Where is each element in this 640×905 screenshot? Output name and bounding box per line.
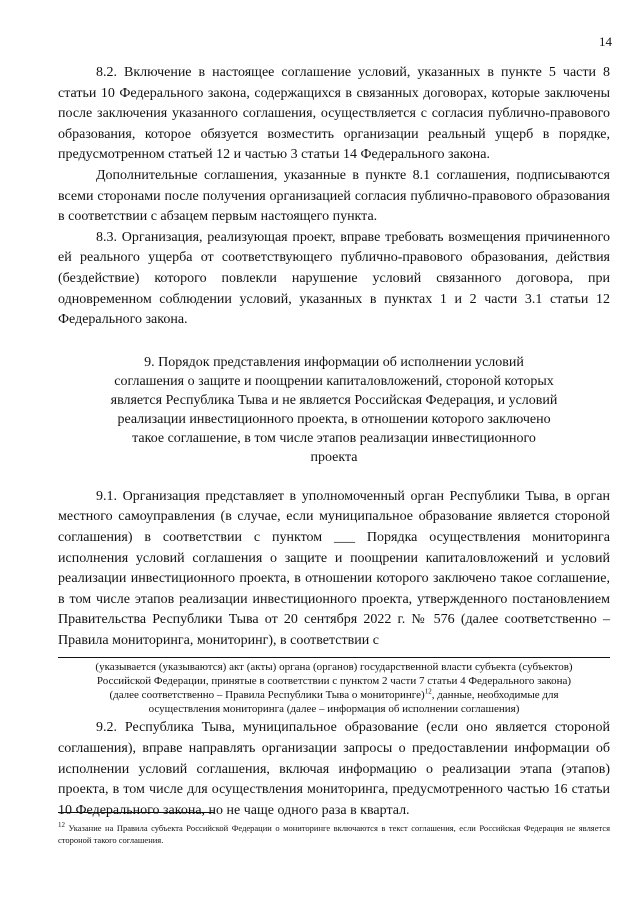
section-9-heading: 9. Порядок представления информации об исполнении условий соглашения о защите и поощрении капиталовложений, стороной которых является Республика Тыва и не является Российская Федерация, и условий реализации инвестиционного проекта, в отношении которого заключено такое соглашение, в том числе этапов реализации инвестиционного проекта: [110, 354, 558, 465]
footnote-separator: [58, 812, 214, 813]
paragraph-9-2: 9.2. Республика Тыва, муниципальное образование (если оно является стороной соглашения), вправе направлять организации запросы о предоставлении информации об исполнении условий соглашения, включая информацию о реализации этапа (этапов) проекта, в том числе для осуществления мониторинга, предусмотренного частью 16 статьи 10 Федерального закона, но не чаще одного раза в квартал.: [58, 720, 610, 818]
paragraph-9-1: 9.1. Организация представляет в уполномоченный орган Республики Тыва, в орган местного самоуправления (в случае, если муниципальное образование является стороной соглашения) в соответствии с пунктом ___ Порядка осуществления мониторинга исполнения условий соглашения о защите и поощрении капиталовложений и условий реализации инвестиционного проекта, в отношении которого заключено такое соглашение, в том числе этапов реализации инвестиционного проекта, утвержденного постановлением Правительства Республики Тыва от 20 сентября 2022 г. № 576 (далее соответственно – Правила мониторинга, мониторинг), в соответствии с: [58, 488, 610, 648]
paragraph-8-2-additional: Дополнительные соглашения, указанные в пункте 8.1 соглашения, подписываются всеми сторонами после получения организацией согласия публично-правового образования в соответствии с абзацем первым настоящего пункта.: [58, 167, 610, 225]
document-body: [58, 63, 610, 821]
paragraph-8-3: 8.3. Организация, реализующая проект, вправе требовать возмещения причиненного ей реального ущерба от соответствующего публично-правового образования, действия (бездействие) которого повлекли нарушение условий связанного договора, при одновременном соблюдении условий, указанных в пунктах 1 и 2 части 3.1 статьи 12 Федерального закона.: [58, 229, 610, 328]
fill-in-line: [58, 653, 610, 658]
footnote-text: Указание на Правила субъекта Российской Федерации о мониторинге включаются в текст соглашения, если Российская Федерация не является стороной такого соглашения.: [58, 823, 610, 845]
footnote: [58, 822, 610, 846]
page-number: 14: [599, 34, 612, 49]
fill-in-caption: [58, 660, 610, 716]
fill-caption-text: (указывается (указываются) акт (акты) органа (органов) государственной власти субъекта (субъектов) Российской Федерации, принятые в соответствии с пунктом 2 части 7 статьи 4 Федерального закона) (далее соответственно – Правила Республики Тыва о мониторинге): [95, 661, 573, 702]
fill-in-block: [58, 653, 610, 716]
footnote-reference[interactable]: 12: [424, 687, 432, 696]
fill-caption-continuation: , данные, необходимые для осуществления мониторинга (далее – информация об исполнении соглашения): [148, 689, 559, 716]
paragraph-8-2: 8.2. Включение в настоящее соглашение условий, указанных в пункте 5 части 8 статьи 10 Федерального закона, содержащихся в связанных договорах, которые заключены после заключения указанного соглашения, осуществляется с согласия публично-правового образования, которое обязуется возместить организации реальный ущерб в порядке, предусмотренном статьей 12 и частью 3 статьи 14 Федерального закона.: [58, 65, 610, 163]
footnote-mark: 12: [58, 821, 65, 830]
